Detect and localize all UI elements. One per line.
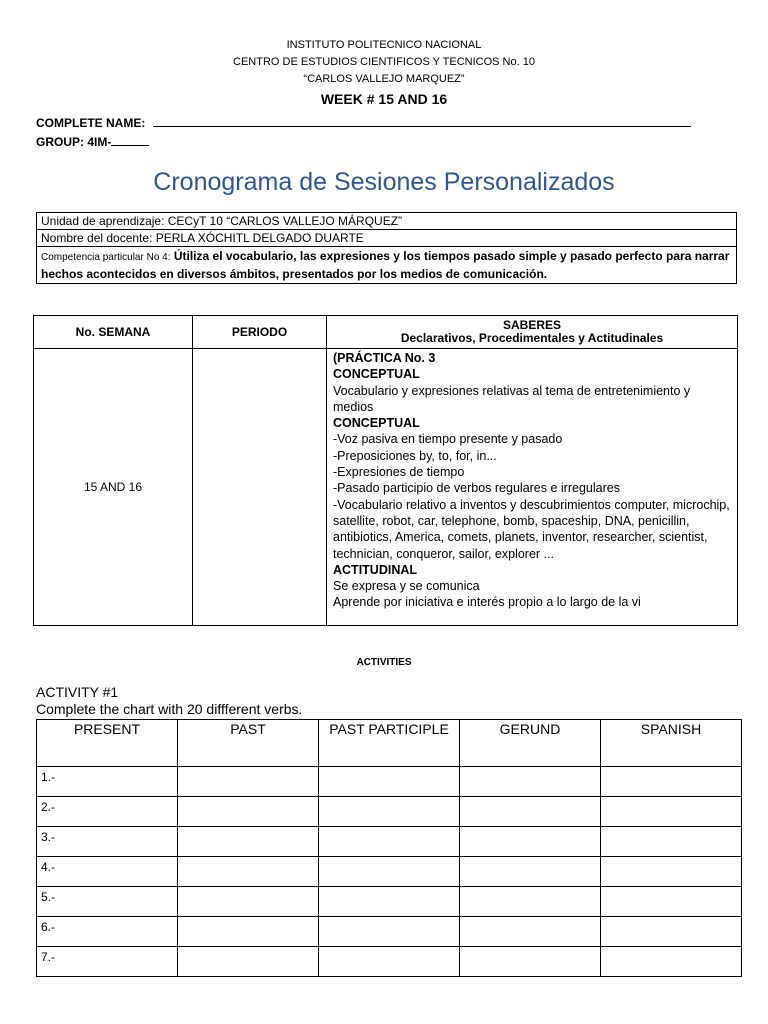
blank-cell[interactable] xyxy=(460,857,601,887)
blank-cell[interactable] xyxy=(601,917,742,947)
table-row xyxy=(37,797,742,827)
blank-cell[interactable] xyxy=(319,767,460,797)
table-row xyxy=(37,887,742,917)
group-line[interactable] xyxy=(111,133,149,146)
blank-cell[interactable] xyxy=(460,917,601,947)
verbs-col-past: PAST xyxy=(178,720,319,767)
saberes-line: Vocabulario y expresiones relativas al tema de entretenimiento y medios xyxy=(333,383,691,414)
docente-cell: Nombre del docente: PERLA XÓCHITL DELGADO DUARTE xyxy=(37,230,737,247)
blank-cell[interactable] xyxy=(319,857,460,887)
saberes-content xyxy=(327,349,738,626)
competencia-label: Competencia particular No 4: xyxy=(41,252,171,263)
week-heading: WEEK # 15 AND 16 xyxy=(320,91,448,107)
row-number-cell[interactable]: 5.- xyxy=(37,887,178,917)
verbs-header-row xyxy=(37,720,742,767)
semana-cell: 15 AND 16 xyxy=(34,349,193,626)
col-saberes-subtitle: Declarativos, Procedimentales y Actitudinales xyxy=(400,331,664,345)
blank-cell[interactable] xyxy=(178,767,319,797)
competencia-text: Útiliza el vocabulario, las expresiones y los tiempos pasado simple y pasado perfecto para narrar hechos acontecidos en diversos ámbitos, presentados por los medios de comunicación. xyxy=(41,249,730,281)
blank-cell[interactable] xyxy=(178,797,319,827)
saberes-line: -Expresiones de tiempo xyxy=(333,465,465,480)
saberes-line: ACTITUDINAL xyxy=(333,562,418,577)
info-table xyxy=(36,212,737,284)
table-row xyxy=(37,947,742,977)
saberes-line: -Pasado participio de verbos regulares e irregulares xyxy=(333,481,620,496)
complete-name-label: COMPLETE NAME: xyxy=(36,116,146,130)
saberes-line: -Preposiciones by, to, for, in... xyxy=(333,448,497,463)
unidad-cell: Unidad de aprendizaje: CECyT 10 “CARLOS VALLEJO MÁRQUEZ” xyxy=(37,213,737,230)
row-number-cell[interactable]: 4.- xyxy=(37,857,178,887)
blank-cell[interactable] xyxy=(178,947,319,977)
col-periodo: PERIODO xyxy=(193,316,327,349)
saberes-line: CONCEPTUAL xyxy=(333,416,420,431)
table-row xyxy=(37,767,742,797)
blank-cell[interactable] xyxy=(460,797,601,827)
center-name: CENTRO DE ESTUDIOS CIENTIFICOS Y TECNICOS No. 10 xyxy=(233,56,535,68)
col-semana: No. SEMANA xyxy=(34,316,193,349)
saberes-line: -Voz pasiva en tiempo presente y pasado xyxy=(333,432,563,447)
verbs-col-gerund: GERUND xyxy=(460,720,601,767)
blank-cell[interactable] xyxy=(178,917,319,947)
blank-cell[interactable] xyxy=(178,887,319,917)
blank-cell[interactable] xyxy=(601,797,742,827)
saberes-line: -Vocabulario relativo a inventos y descubrimientos computer, microchip, satellite, robot, car, telephone, bomb, spaceship, DNA, penicillin, antibiotics, America, comets, planets, inventor, researcher, scientist, technician, conqueror, sailor, explorer ... xyxy=(333,497,730,561)
blank-cell[interactable] xyxy=(178,857,319,887)
row-number-cell[interactable]: 7.- xyxy=(37,947,178,977)
table-row xyxy=(37,917,742,947)
blank-cell[interactable] xyxy=(460,767,601,797)
col-saberes-title: SABERES xyxy=(502,318,561,332)
saberes-line: (PRÁCTICA No. 3 xyxy=(333,351,436,365)
activities-heading: ACTIVITIES xyxy=(356,657,412,668)
blank-cell[interactable] xyxy=(601,947,742,977)
blank-cell[interactable] xyxy=(319,917,460,947)
blank-cell[interactable] xyxy=(319,827,460,857)
group-label: GROUP: 4IM- xyxy=(36,135,112,149)
institute-name: INSTITUTO POLITECNICO NACIONAL xyxy=(286,39,482,51)
row-number-cell[interactable]: 1.- xyxy=(37,767,178,797)
saberes-line: CONCEPTUAL xyxy=(333,367,420,382)
verbs-col-past-participle: PAST PARTICIPLE xyxy=(319,720,460,767)
competencia-cell xyxy=(37,247,737,284)
blank-cell[interactable] xyxy=(319,797,460,827)
row-number-cell[interactable]: 2.- xyxy=(37,797,178,827)
activity-title: ACTIVITY #1 xyxy=(36,684,119,700)
activity-instruction: Complete the chart with 20 diffferent verbs. xyxy=(36,701,303,717)
row-number-cell[interactable]: 6.- xyxy=(37,917,178,947)
blank-cell[interactable] xyxy=(460,827,601,857)
col-saberes xyxy=(327,316,738,349)
blank-cell[interactable] xyxy=(601,827,742,857)
blank-cell[interactable] xyxy=(601,767,742,797)
blank-cell[interactable] xyxy=(178,827,319,857)
blank-cell[interactable] xyxy=(460,947,601,977)
verbs-col-spanish: SPANISH xyxy=(601,720,742,767)
page-title: Cronograma de Sesiones Personalizados xyxy=(153,168,615,196)
blank-cell[interactable] xyxy=(601,887,742,917)
verbs-col-present: PRESENT xyxy=(37,720,178,767)
periodo-cell xyxy=(193,349,327,626)
saberes-line: Se expresa y se comunica xyxy=(333,579,480,594)
school-name: “CARLOS VALLEJO MARQUEZ” xyxy=(303,73,465,85)
complete-name-field[interactable] xyxy=(36,114,691,130)
row-number-cell[interactable]: 3.- xyxy=(37,827,178,857)
complete-name-line[interactable] xyxy=(153,114,691,127)
blank-cell[interactable] xyxy=(319,947,460,977)
saberes-line: Aprende por iniciativa e interés propio a lo largo de la vi xyxy=(333,595,641,610)
saberes-table xyxy=(33,315,738,626)
table-row xyxy=(37,857,742,887)
blank-cell[interactable] xyxy=(601,857,742,887)
group-field[interactable] xyxy=(36,133,149,149)
verbs-table xyxy=(36,719,742,977)
blank-cell[interactable] xyxy=(319,887,460,917)
blank-cell[interactable] xyxy=(460,887,601,917)
table-row xyxy=(37,827,742,857)
